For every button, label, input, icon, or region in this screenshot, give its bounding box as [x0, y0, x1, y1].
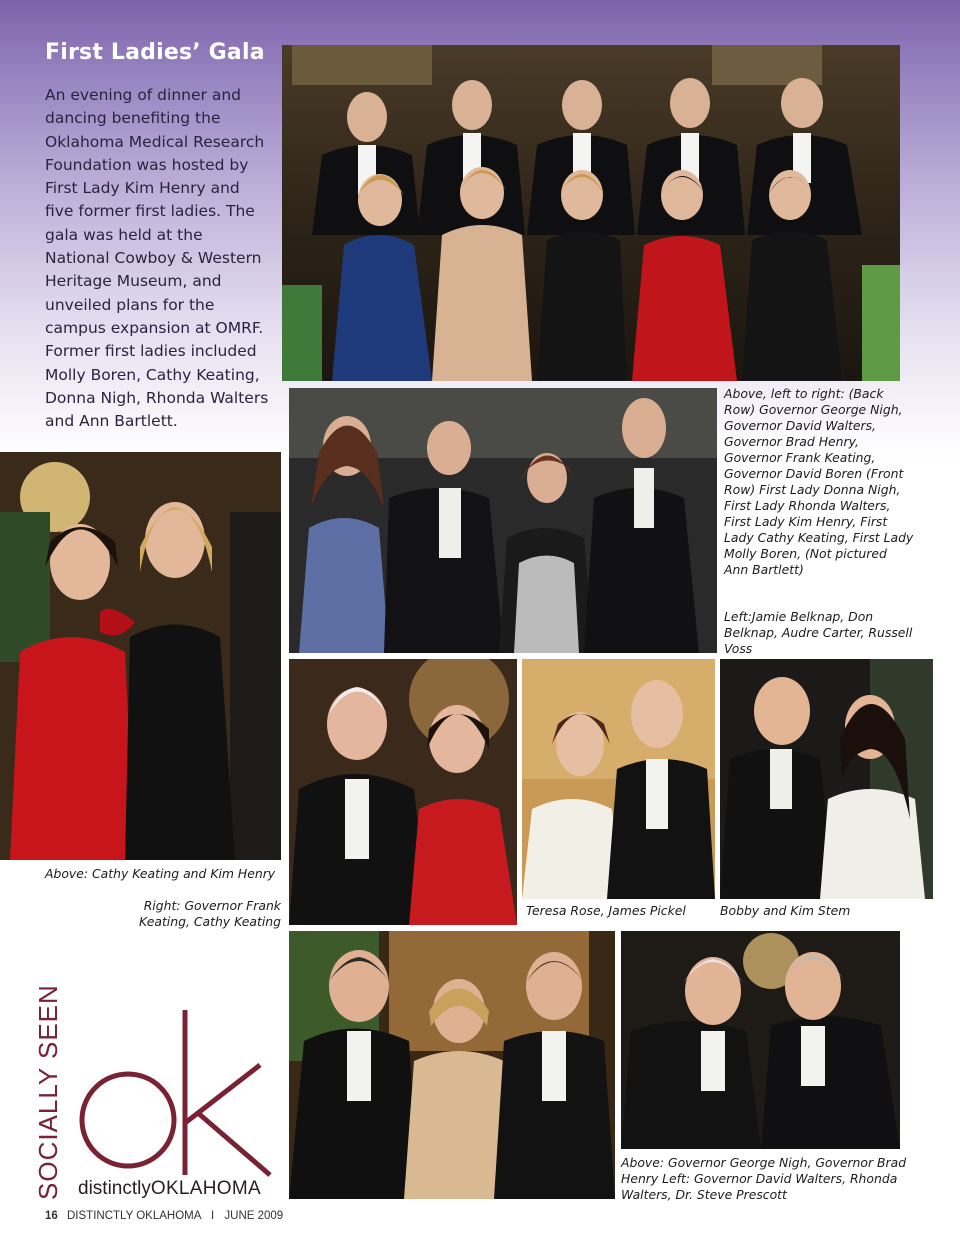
nigh-henry-photo	[621, 931, 900, 1149]
page-footer	[45, 1210, 283, 1222]
issue-date: JUNE 2009	[224, 1210, 284, 1222]
publication-name: DISTINCTLY OKLAHOMA	[67, 1210, 201, 1222]
keating-henry-caption: Above: Cathy Keating and Kim Henry	[45, 866, 276, 881]
rose-pickel-caption: Teresa Rose, James Pickel	[526, 903, 686, 918]
ok-logo	[70, 1005, 275, 1205]
rose-pickel-photo	[522, 659, 715, 899]
belknap-caption: Left:Jamie Belknap, Don Belknap, Audre Carter, Russell Voss	[724, 609, 913, 656]
nigh-henry-trio-photo	[289, 931, 615, 1199]
logo-tagline	[78, 1178, 261, 1200]
tagline-prefix: distinctly	[78, 1178, 151, 1199]
bottom-right-caption: Above: Governor George Nigh, Governor Brad Henry Left: Governor David Walters, Rhonda Walters, Dr. Steve Prescott	[621, 1155, 907, 1202]
keating-henry-photo	[0, 452, 281, 860]
belknap-group-photo	[289, 388, 717, 653]
tagline-suffix: OKLAHOMA	[150, 1178, 261, 1199]
socially-seen-label: SOCIALLY SEEN	[33, 984, 63, 1200]
footer-separator: I	[210, 1210, 215, 1222]
group-photo-caption: Above, left to right: (Back Row) Governor George Nigh, Governor David Walters, Governor Brad Henry, Governor Frank Keating, Governor David Boren (Front Row) First Lady Donna Nigh, First Lady Rhonda Walters, First Lady Kim Henry, First Lady Cathy Keating, First Lady Molly Boren, (Not pictured Ann Bartlett)	[724, 386, 914, 577]
frank-cathy-keating-photo	[289, 659, 517, 925]
frank-keating-caption: Right: Governor Frank Keating, Cathy Keating	[139, 898, 281, 929]
page-number: 16	[45, 1210, 58, 1222]
stem-photo	[720, 659, 933, 899]
article-intro: An evening of dinner and dancing benefiting the Oklahoma Medical Research Foundation was hosted by First Lady Kim Henry and five former first ladies. The gala was held at the National Cowboy & Western Heritage Museum, and unveiled plans for the campus expansion at OMRF. Former first ladies included Molly Boren, Cathy Keating, Donna Nigh, Rhonda Walters and Ann Bartlett.	[45, 86, 269, 431]
group-photo	[282, 45, 900, 381]
article-title: First Ladies’ Gala	[45, 40, 265, 65]
stem-caption: Bobby and Kim Stem	[720, 903, 851, 918]
